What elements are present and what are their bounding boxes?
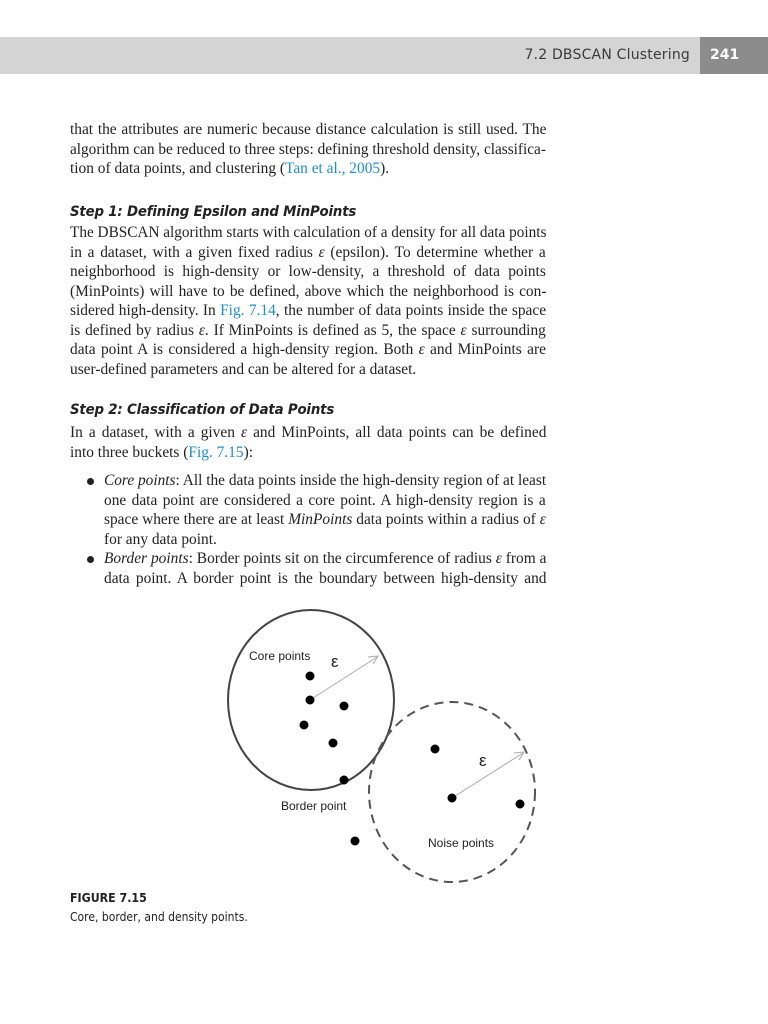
label-epsilon: ε bbox=[479, 751, 487, 770]
text-run: into three buckets ( bbox=[70, 443, 189, 461]
italic-text: ε bbox=[240, 424, 248, 441]
data-point bbox=[448, 794, 457, 803]
label-noise-points: Noise points bbox=[428, 836, 495, 850]
text-run: surrounding bbox=[466, 321, 546, 339]
italic-text: ε bbox=[318, 243, 325, 261]
epsilon-arrow bbox=[310, 657, 377, 700]
italic-text: ε bbox=[198, 321, 205, 339]
data-point bbox=[329, 739, 338, 748]
text-run: (epsilon). To determine whether a bbox=[324, 243, 546, 261]
text-run: ): bbox=[243, 443, 253, 461]
text-run: in a dataset, with a given fixed radius bbox=[70, 243, 319, 261]
text-run: sidered high-density. In bbox=[70, 302, 221, 319]
page-number: 241 bbox=[710, 47, 740, 63]
text-run: . If MinPoints is defined as 5, the space bbox=[204, 321, 461, 339]
text-run: data point. A border point is the boundary between high-density and bbox=[104, 569, 547, 587]
text-run: The DBSCAN algorithm starts with calculation of a density for all data points bbox=[70, 224, 547, 241]
text-run: for any data point. bbox=[104, 530, 217, 548]
text-run: algorithm can be reduced to three steps: defining threshold density, classifica- bbox=[70, 140, 546, 158]
text-run: and MinPoints, all data points can be defined bbox=[247, 424, 547, 441]
data-point bbox=[516, 800, 525, 809]
heading-step-1: Step 1: Defining Epsilon and MinPoints bbox=[70, 204, 357, 220]
reference-link[interactable]: Tan et al., 2005 bbox=[285, 160, 381, 178]
data-point bbox=[306, 672, 315, 681]
italic-text: MinPoints bbox=[288, 511, 353, 528]
text-run: tion of data points, and clustering ( bbox=[70, 160, 285, 178]
figure-label: FIGURE 7.15 bbox=[70, 891, 147, 905]
text-run: (MinPoints) will have to be defined, above which the neighborhood is con- bbox=[70, 282, 547, 300]
text-run: is defined by radius bbox=[70, 321, 199, 339]
italic-text: ε bbox=[460, 321, 467, 339]
label-core-points: Core points bbox=[249, 649, 311, 663]
reference-link[interactable]: Fig. 7.14 bbox=[220, 302, 276, 319]
text-run: and MinPoints are bbox=[424, 341, 546, 358]
italic-text: ε bbox=[495, 550, 502, 567]
section-title: 7.2 DBSCAN Clustering bbox=[524, 47, 690, 63]
italic-text: ε bbox=[418, 341, 425, 358]
text-run: In a dataset, with a given bbox=[70, 424, 241, 441]
epsilon-arrow bbox=[452, 753, 523, 798]
noise-region-circle bbox=[369, 702, 535, 882]
text-run: ). bbox=[380, 160, 390, 178]
reference-link[interactable]: Fig. 7.15 bbox=[188, 443, 244, 461]
text-run: that the attributes are numeric because distance calculation is still used. The bbox=[70, 121, 547, 138]
text-run: from a bbox=[501, 550, 547, 567]
noise-data-point bbox=[351, 837, 360, 846]
italic-text: Border points bbox=[104, 550, 189, 567]
data-point bbox=[306, 696, 315, 705]
italic-text: Core points bbox=[104, 472, 176, 489]
text-run: user-defined parameters and can be altered for a dataset. bbox=[70, 360, 417, 378]
label-epsilon: ε bbox=[331, 652, 339, 671]
text-run: data points within a radius of bbox=[352, 511, 540, 528]
italic-text: ε bbox=[539, 511, 546, 528]
figure-caption: Core, border, and density points. bbox=[70, 910, 248, 924]
data-point bbox=[300, 721, 309, 730]
data-point bbox=[340, 702, 349, 711]
label-border-point: Border point bbox=[281, 799, 347, 813]
text-run: , the number of data points inside the space bbox=[275, 302, 547, 319]
border-data-point bbox=[340, 776, 349, 785]
text-run: one data point are considered a core point. A high-density region is a bbox=[104, 491, 546, 509]
text-run: data point A is considered a high-density region. Both bbox=[70, 341, 419, 358]
text-run: neighborhood is high-density or low-density, a threshold of data points bbox=[70, 263, 546, 280]
data-points bbox=[300, 672, 525, 846]
text-run: space where there are at least bbox=[104, 511, 289, 528]
data-point bbox=[431, 745, 440, 754]
text-run: : All the data points inside the high-density region of at least bbox=[175, 472, 547, 489]
heading-step-2: Step 2: Classification of Data Points bbox=[70, 402, 335, 418]
text-run: : Border points sit on the circumference of radius bbox=[188, 550, 496, 567]
